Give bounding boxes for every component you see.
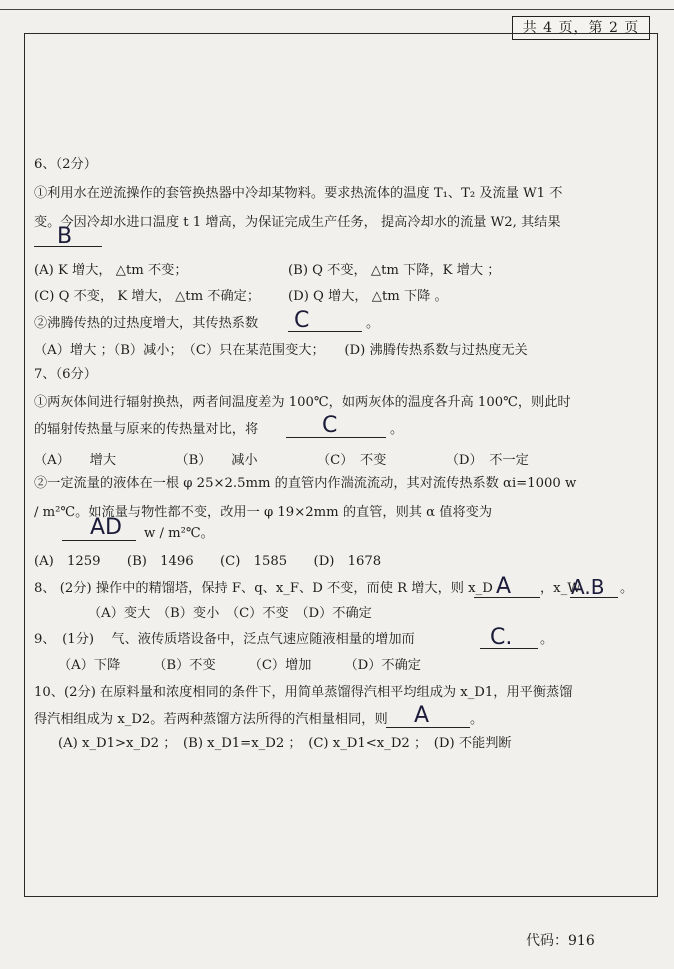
q9-options: （A）下降 （B）不变 （C）增加 （D）不确定: [58, 658, 421, 673]
q6-option-c: (C) Q 不变， K 增大， △tm 不确定；: [34, 289, 261, 304]
q10-text-2: 得汽相组成为 x_D2。若两种蒸馏方法所得的汽相量相同，则: [34, 712, 388, 727]
q6-text-2: 变。今因冷却水进口温度 t 1 增高，为保证完成生产任务， 提高冷却水的流量 W2, 其结果: [34, 215, 561, 230]
q6-heading: 6、（2分）: [34, 157, 97, 172]
q8-period: 。: [620, 581, 634, 596]
q6-option-d: (D) Q 增大， △tm 下降 。: [288, 289, 448, 304]
q7-options-1: （A） 增大 （B） 减小 （C） 不变 （D） 不一定: [34, 453, 529, 468]
q6-period: 。: [366, 316, 380, 331]
q9-text: 9、 (1分) 气、液传质塔设备中，泛点气速应随液相量的增加而: [34, 632, 415, 647]
q6-options-2: （A）增大 ；（B）减小； （C）只在某范围变大； (D) 沸腾传热系数与过热度无关: [34, 343, 528, 358]
q7-heading: 7、（6分）: [34, 367, 97, 382]
q8-answer-2: A.B: [571, 575, 605, 599]
q9-period: 。: [540, 632, 554, 647]
exam-code: 代码：916: [526, 933, 595, 949]
q8-options: （A）变大 （B）变小 （C）不变 （D）不确定: [88, 606, 372, 621]
q9-answer: C.: [490, 625, 513, 650]
q7-answer-2: AD: [90, 515, 122, 540]
q10-answer: A: [414, 703, 430, 728]
q6-answer-2: C: [294, 308, 310, 333]
q7-text-2: 的辐射传热量与原来的传热量对比，将: [34, 422, 259, 437]
q8-xw: ，x_W: [540, 581, 581, 596]
q10-text-1: 10、(2分) 在原料量和浓度相同的条件下，用简单蒸馏得汽相平均组成为 x_D1，用平衡蒸馏: [34, 685, 573, 700]
q7-period: 。: [390, 422, 404, 437]
q7-unit: w / m²℃。: [144, 526, 214, 541]
q6-option-b: (B) Q 不变， △tm 下降，K 增大 ；: [288, 263, 501, 278]
q6-text-3: ②沸腾传热的过热度增大，其传热系数: [34, 316, 259, 331]
q7-text-4: / m²℃。如流量与物性都不变，改用一 φ 19×2mm 的直管，则其 α 值将变为: [34, 505, 493, 520]
q10-options: (A) x_D1>x_D2 ； (B) x_D1=x_D2 ； (C) x_D1<x_D2 ； (D) 不能判断: [58, 736, 512, 751]
q7-options-2: (A) 1259 (B) 1496 (C) 1585 (D) 1678: [34, 554, 382, 569]
page-number: 共 4 页，第 2 页: [512, 16, 650, 40]
q10-period: 。: [470, 712, 484, 727]
q8-text: 8、 (2分) 操作中的精馏塔，保持 F、q、x_F、D 不变，而使 R 增大，则 x_D: [34, 581, 493, 596]
q6-option-a: (A) K 增大， △tm 不变；: [34, 263, 188, 278]
q7-text-1: ①两灰体间进行辐射换热，两者间温度差为 100℃，如两灰体的温度各升高 100℃，则此时: [34, 395, 571, 410]
q7-text-3: ②一定流量的液体在一根 φ 25×2.5mm 的直管内作湍流流动，其对流传热系数 αi=1000 w: [34, 476, 577, 491]
q6-answer-1: B: [57, 224, 73, 249]
header-rule: [0, 9, 674, 10]
q7-answer-blank-2: [62, 540, 136, 541]
q7-answer-1: C: [322, 413, 338, 438]
q8-answer-1: A: [496, 574, 512, 599]
q6-text-1: ①利用水在逆流操作的套管换热器中冷却某物料。要求热流体的温度 T₁、T₂ 及流量 W1 不: [34, 186, 563, 201]
